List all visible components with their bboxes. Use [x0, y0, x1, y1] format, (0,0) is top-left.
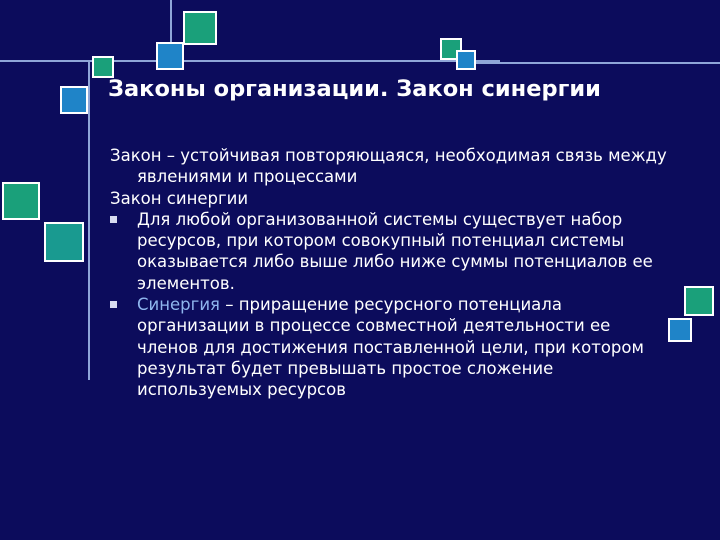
bullet-term: Синергия — [137, 295, 220, 315]
square-bullet-icon — [110, 301, 117, 308]
bullet-text: – приращение ресурсного потенциала организации в процессе совместной деятельности ее членов для достижения поставленной цели, при котором результат будет превышать простое сложение используемых ресурсов — [137, 295, 644, 400]
bullet-text: Для любой организованной системы существует набор ресурсов, при котором совокупный потенциал системы оказывается либо выше либо ниже суммы потенциалов ее элементов. — [137, 209, 653, 293]
decor-square — [668, 318, 692, 342]
decor-square — [2, 182, 40, 220]
decor-line-right — [460, 62, 720, 64]
bullet-item — [110, 209, 670, 294]
section-heading: Закон синергии — [110, 188, 249, 208]
bullet-item — [110, 294, 670, 400]
slide-title: Законы организации. Закон синергии — [108, 76, 601, 102]
decor-square — [183, 11, 217, 45]
decor-square — [684, 286, 714, 316]
square-bullet-icon — [110, 216, 117, 223]
decor-square — [456, 50, 476, 70]
decor-square — [60, 86, 88, 114]
decor-line-top — [0, 60, 500, 62]
slide-body — [110, 145, 670, 401]
decor-square — [156, 42, 184, 70]
decor-line-left-vertical — [88, 60, 90, 380]
definition-paragraph: Закон – устойчивая повторяющаяся, необходимая связь между явлениями и процессами — [110, 146, 667, 187]
decor-square — [44, 222, 84, 262]
